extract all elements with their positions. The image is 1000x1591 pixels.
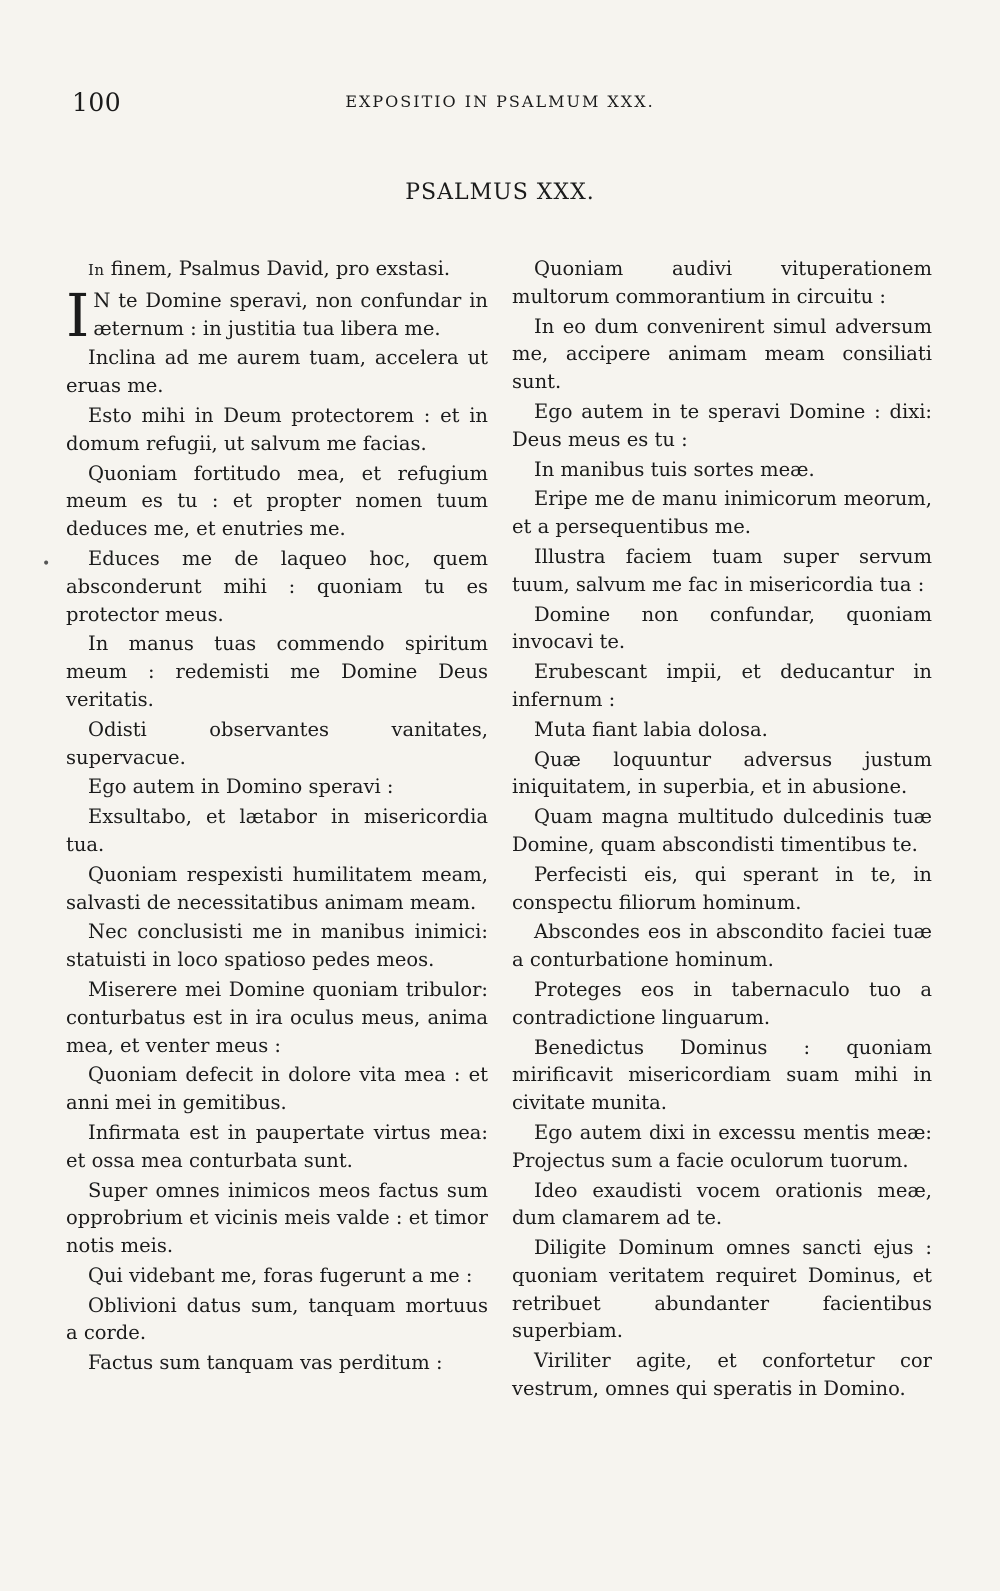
verse: Quoniam defecit in dolore vita mea : et anni mei in gemitibus. xyxy=(66,1063,488,1115)
verse: Esto mihi in Deum protectorem : et in domum refugii, ut salvum me facias. xyxy=(66,403,488,455)
verse: Quoniam respexisti humilitatem meam, salvasti de necessitatibus animam meam. xyxy=(66,862,488,914)
verse: Perfecisti eis, qui sperant in te, in conspectu filiorum hominum. xyxy=(512,862,932,914)
verse: Quam magna multitudo dulcedinis tuæ Domine, quam abscondisti timentibus te. xyxy=(512,805,932,856)
verse: Quæ loquuntur adversus justum iniquitatem, in superbia, et in abusione. xyxy=(512,747,932,799)
left-column xyxy=(66,255,488,1379)
verse: Miserere mei Domine quoniam tribulor: conturbatus est in ira oculus meus, anima mea, et venter meus : xyxy=(66,977,488,1057)
superscription xyxy=(66,255,488,285)
verse: Viriliter agite, et confortetur cor vestrum, omnes qui speratis in Domino. xyxy=(512,1349,932,1401)
drop-cap: I xyxy=(66,280,90,350)
first-verse-text: N te Domine speravi, non confundar in æternum : in justitia tua libera me. xyxy=(93,288,488,340)
verse: Illustra faciem tuam super servum tuum, salvum me fac in misericordia tua : xyxy=(512,544,932,596)
verse: Diligite Dominum omnes sancti ejus : quoniam veritatem requiret Dominus, et retribuet abundanter facientibus superbiam. xyxy=(512,1236,932,1343)
verse: Domine non confundar, quoniam invocavi te. xyxy=(512,602,932,654)
verse: Oblivioni datus sum, tanquam mortuus a corde. xyxy=(66,1293,488,1345)
verse: Ego autem in te speravi Domine : dixi: Deus meus es tu : xyxy=(512,399,932,451)
verse: Ego autem in Domino speravi : xyxy=(88,775,394,799)
right-column xyxy=(512,255,932,1405)
verse: Factus sum tanquam vas perditum : xyxy=(88,1351,443,1375)
verse: Erubescant impii, et deducantur in infernum : xyxy=(512,660,932,711)
superscription-text: finem, Psalmus David, pro exstasi. xyxy=(104,257,451,280)
verse: Super omnes inimicos meos factus sum opprobrium et vicinis meis valde : et timor notis meis. xyxy=(66,1178,488,1258)
verse: Quoniam audivi vituperationem multorum commorantium in circuitu : xyxy=(512,257,932,308)
verse: Eripe me de manu inimicorum meorum, et a persequentibus me. xyxy=(512,487,932,539)
psalm-title: PSALMUS XXX. xyxy=(405,180,595,205)
verse: Odisti observantes vanitates, supervacue. xyxy=(66,717,488,769)
verse: Nec conclusisti me in manibus inimici: statuisti in loco spatioso pedes meos. xyxy=(66,920,488,972)
verse: In eo dum convenirent simul adversum me, accipere animam meam consiliati sunt. xyxy=(512,314,932,394)
verse: In manibus tuis sortes meæ. xyxy=(534,457,815,481)
verse: Benedictus Dominus : quoniam mirificavit misericordiam suam mihi in civitate munita. xyxy=(512,1035,932,1115)
running-title: EXPOSITIO IN PSALMUM XXX. xyxy=(345,92,655,111)
superscription-lead: In xyxy=(88,261,105,279)
verse: Exsultabo, et lætabor in misericordia tua. xyxy=(66,805,488,856)
verse: In manus tuas commendo spiritum meum : redemisti me Domine Deus veritatis. xyxy=(66,632,488,711)
verse: Infirmata est in paupertate virtus mea: et ossa mea conturbata sunt. xyxy=(66,1120,488,1172)
margin-dot: • xyxy=(42,556,51,572)
verse: Quoniam fortitudo mea, et refugium meum es tu : et propter nomen tuum deduces me, et enutries me. xyxy=(66,461,488,541)
verse: Qui videbant me, foras fugerunt a me : xyxy=(88,1263,473,1287)
verse: Ego autem dixi in excessu mentis meæ: Projectus sum a facie oculorum tuorum. xyxy=(512,1120,932,1172)
verse: Educes me de laqueo hoc, quem absconderunt mihi : quoniam tu es protector meus. xyxy=(66,546,488,626)
verse: Abscondes eos in abscondito faciei tuæ a conturbatione hominum. xyxy=(512,920,932,972)
first-verse xyxy=(66,280,488,350)
verse: Inclina ad me aurem tuam, accelera ut eruas me. xyxy=(66,346,488,398)
verse: Ideo exaudisti vocem orationis meæ, dum clamarem ad te. xyxy=(512,1178,932,1230)
verse: Muta fiant labia dolosa. xyxy=(534,717,768,741)
page-header xyxy=(66,88,934,118)
verse: Proteges eos in tabernaculo tuo a contradictione linguarum. xyxy=(512,977,932,1029)
page-number: 100 xyxy=(72,88,122,117)
